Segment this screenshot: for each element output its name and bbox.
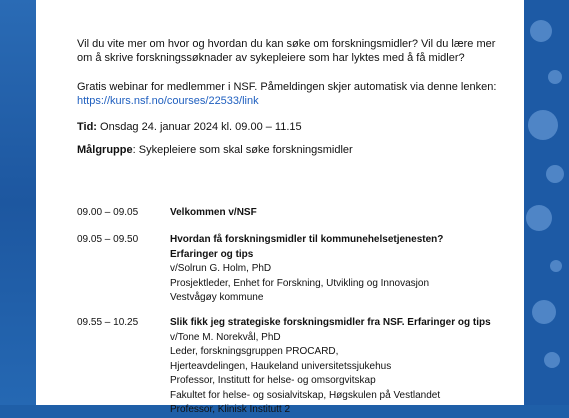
program-title: Hvordan få forskningsmidler til kommunehelsetjenesten? [170, 234, 444, 245]
webinar-text: Gratis webinar for medlemmer i NSF. Påmeldingen skjer automatisk via denne lenken: [77, 81, 497, 93]
decorative-dot [550, 260, 562, 272]
time-value: Onsdag 24. januar 2024 kl. 09.00 – 11.15 [96, 121, 302, 133]
document-page [36, 0, 524, 415]
webinar-paragraph [77, 80, 496, 108]
decorative-dot [528, 110, 558, 140]
program-title: Erfaringer og tips [170, 248, 254, 260]
program-title: Slik fikk jeg strategiske forskningsmidler fra NSF. Erfaringer og tips [170, 317, 491, 328]
right-decorative-panel [524, 0, 569, 405]
program-detail: v/Tone M. Norekvål, PhD [170, 331, 281, 343]
program-detail: Fakultet for helse- og sosialvitskap, Høgskulen på Vestlandet [170, 389, 441, 401]
program-detail: Professor, Klinisk Institutt 2 [170, 404, 291, 415]
program-title: Velkommen v/NSF [170, 207, 257, 218]
program-detail: Leder, forskningsgruppen PROCARD, [170, 346, 339, 357]
program-detail: Prosjektleder, Enhet for Forskning, Utvikling og Innovasjon [170, 277, 430, 289]
program-detail: Professor, Institutt for helse- og omsorgvitskap [170, 375, 376, 386]
decorative-dot [548, 70, 562, 84]
decorative-dot [544, 352, 560, 368]
program-detail: Hjerteavdelingen, Haukeland universitetssjukehus [170, 360, 392, 372]
time-line [77, 120, 302, 134]
intro-line-1: Vil du vite mer om hvor og hvordan du kan søke om forskningsmidler? Vil du lære mer [77, 38, 496, 50]
time-label: Tid: [77, 121, 97, 133]
program-time: 09.55 – 10.25 [77, 317, 139, 328]
program-detail: Vestvågøy kommune [170, 292, 264, 303]
decorative-dot [532, 300, 556, 324]
program-time: 09.05 – 09.50 [77, 234, 139, 245]
program-item [170, 206, 520, 221]
program-detail: v/Solrun G. Holm, PhD [170, 263, 272, 274]
intro-paragraph [77, 37, 495, 65]
registration-link[interactable]: https://kurs.nsf.no/courses/22533/link [77, 95, 259, 107]
audience-label: Målgruppe [77, 144, 133, 156]
decorative-dot [526, 205, 552, 231]
decorative-dot [530, 20, 552, 42]
audience-value: : Sykepleiere som skal søke forskningsmidler [132, 144, 353, 156]
program-time: 09.00 – 09.05 [77, 207, 139, 218]
program-item [170, 316, 520, 418]
decorative-dot [546, 165, 564, 183]
audience-line [77, 143, 353, 157]
left-blue-margin [0, 0, 36, 405]
intro-line-2: om å skrive forskningssøknader av sykepleiere som har lyktes med å få midler? [77, 52, 465, 64]
program-item [170, 233, 520, 306]
